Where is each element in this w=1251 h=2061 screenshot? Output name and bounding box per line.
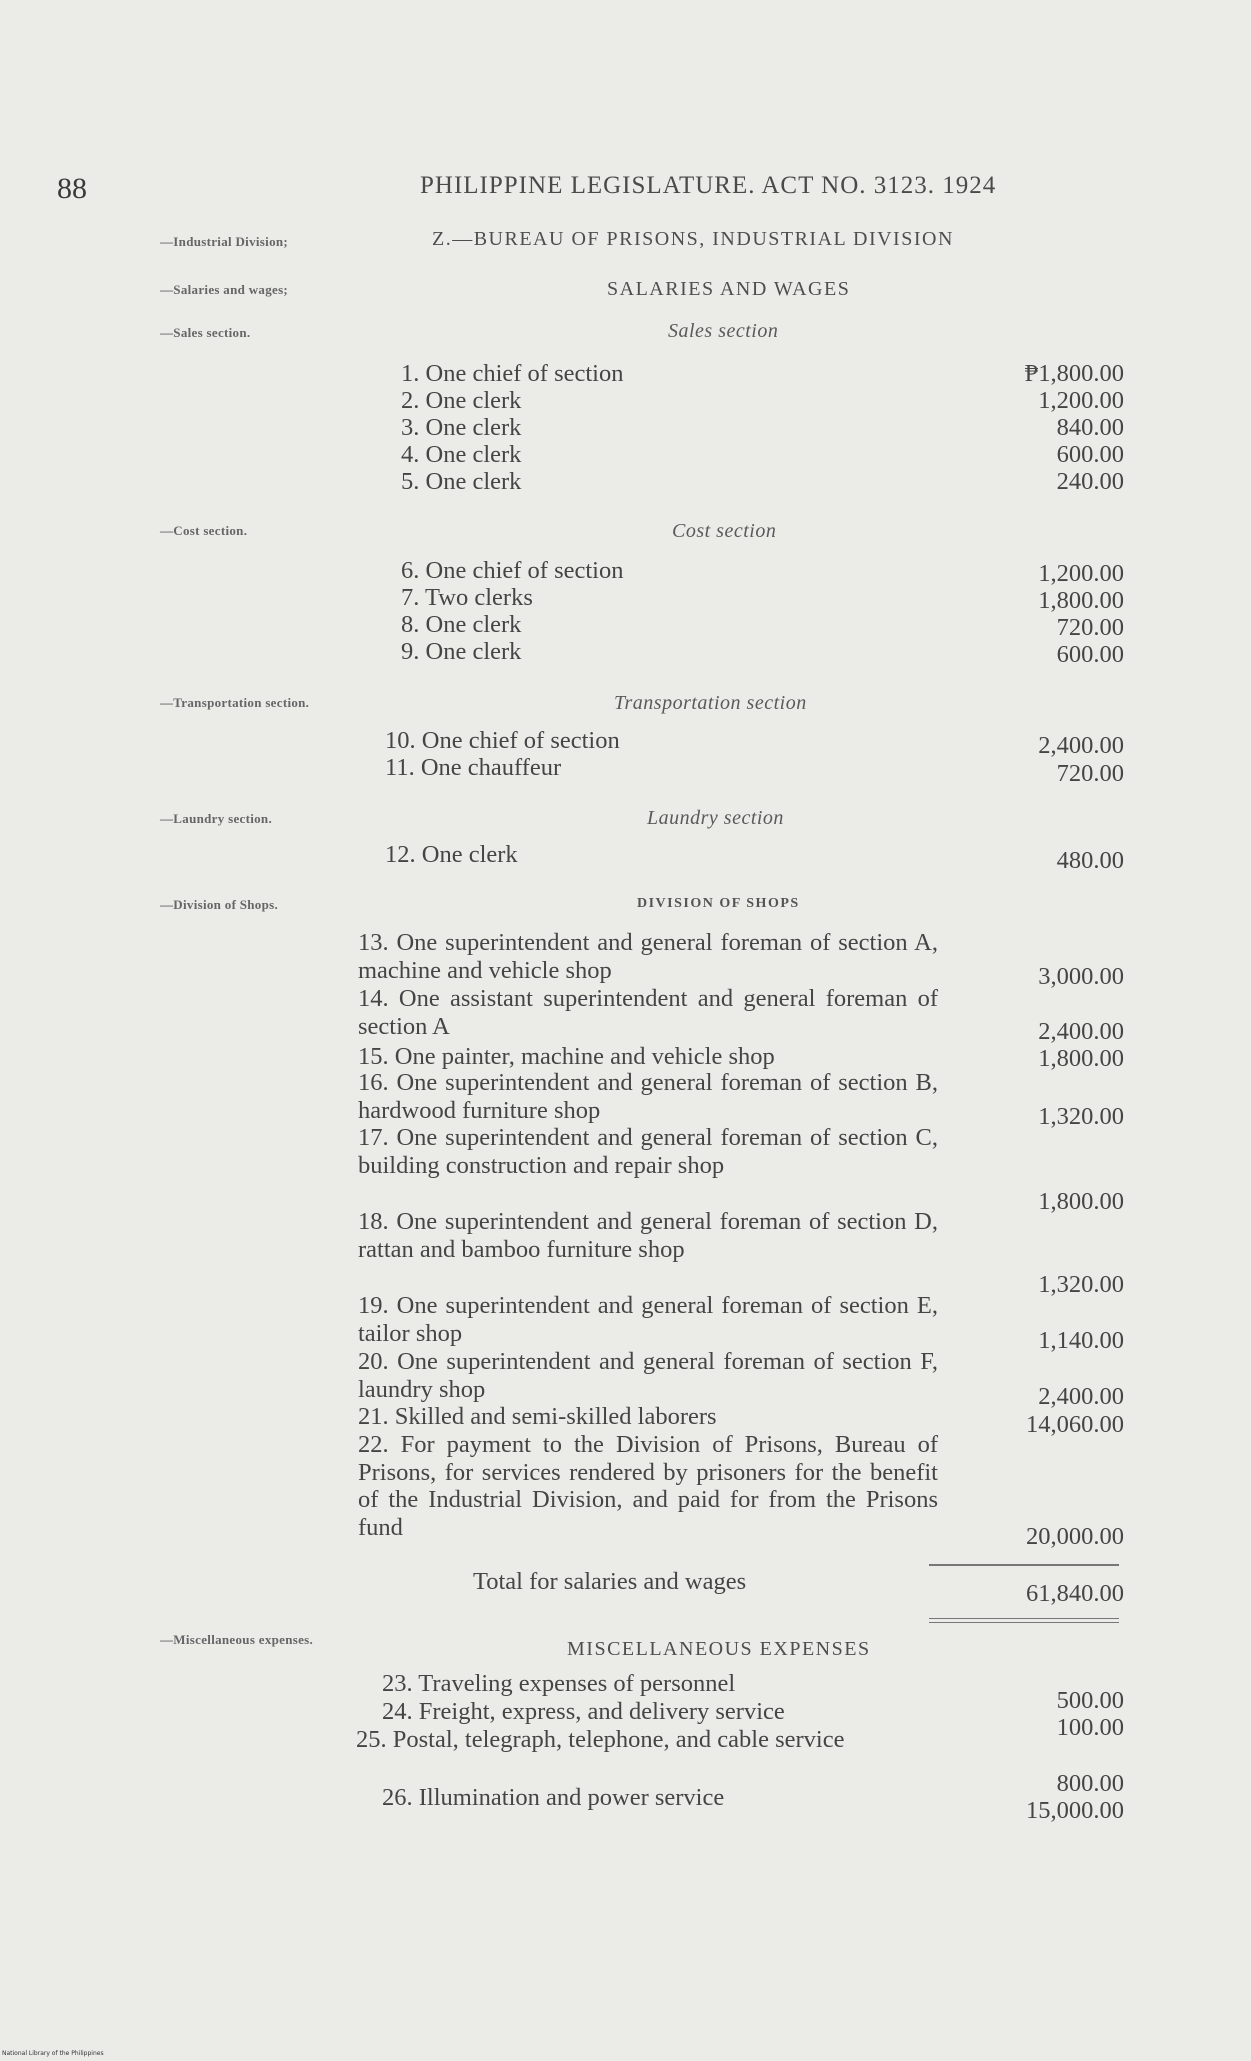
amount: 1,200.00 — [1038, 387, 1124, 414]
amount: 840.00 — [1056, 414, 1124, 441]
running-head: PHILIPPINE LEGISLATURE. ACT NO. 3123. 1924 — [420, 172, 997, 199]
margin-note-laundry: —Laundry section. — [160, 811, 273, 826]
list-item: 1. One chief of section — [401, 360, 624, 387]
amount: 20,000.00 — [1026, 1523, 1124, 1550]
total-rule — [929, 1564, 1119, 1566]
margin-note-salaries: —Salaries and wages; — [160, 282, 289, 297]
amount: 2,400.00 — [1038, 1383, 1124, 1410]
amount: 2,400.00 — [1038, 1018, 1124, 1045]
total-double-rule — [929, 1618, 1119, 1619]
list-item: 26. Illumination and power service — [382, 1784, 725, 1811]
heading-sales: Sales section — [668, 320, 779, 342]
list-item: 15. One painter, machine and vehicle shop — [358, 1043, 775, 1070]
amount: 1,800.00 — [1038, 1045, 1124, 1072]
total-double-rule — [929, 1622, 1119, 1623]
amount: 1,800.00 — [1038, 587, 1124, 614]
amount: ₱1,800.00 — [1024, 360, 1124, 387]
total-label: Total for salaries and wages — [473, 1568, 747, 1595]
list-item: 7. Two clerks — [401, 584, 533, 611]
list-item: 5. One clerk — [401, 468, 522, 495]
heading-laundry: Laundry section — [647, 807, 784, 829]
list-item: 11. One chauffeur — [385, 754, 562, 781]
list-item: 18. One superintendent and general foreman of section D, rattan and bamboo furniture shop — [358, 1208, 938, 1263]
amount: 1,140.00 — [1038, 1327, 1124, 1354]
total-amount: 61,840.00 — [1026, 1580, 1124, 1607]
list-item: 16. One superintendent and general foreman of section B, hardwood furniture shop — [358, 1069, 938, 1124]
margin-note-cost: —Cost section. — [160, 523, 248, 538]
margin-note-sales: —Sales section. — [160, 325, 251, 340]
amount: 800.00 — [1056, 1770, 1124, 1797]
amount: 3,000.00 — [1038, 963, 1124, 990]
heading-cost: Cost section — [672, 520, 777, 542]
heading-transportation: Transportation section — [614, 692, 807, 714]
list-item: 9. One clerk — [401, 638, 522, 665]
amount: 1,800.00 — [1038, 1188, 1124, 1215]
margin-note-industrial: —Industrial Division; — [160, 234, 289, 249]
list-item: 20. One superintendent and general foreman of section F, laundry shop — [358, 1348, 938, 1403]
list-item: 25. Postal, telegraph, telephone, and cable service — [356, 1726, 845, 1753]
list-item: 23. Traveling expenses of personnel — [382, 1670, 736, 1697]
list-item: 6. One chief of section — [401, 557, 624, 584]
heading-salaries: SALARIES AND WAGES — [607, 278, 851, 300]
amount: 720.00 — [1056, 614, 1124, 641]
footer-credit: National Library of the Philippines — [2, 2050, 104, 2057]
heading-shops: DIVISION OF SHOPS — [637, 896, 800, 911]
amount: 600.00 — [1056, 641, 1124, 668]
amount: 480.00 — [1056, 847, 1124, 874]
list-item: 13. One superintendent and general foreman of section A, machine and vehicle shop — [358, 929, 938, 984]
list-item: 21. Skilled and semi-skilled laborers — [358, 1403, 717, 1430]
amount: 15,000.00 — [1026, 1797, 1124, 1824]
amount: 240.00 — [1056, 468, 1124, 495]
list-item: 22. For payment to the Division of Prisons, Bureau of Prisons, for services rendered by prisoners for the benefit of the Industrial Division, and paid for from the Prisons fund — [358, 1431, 938, 1541]
list-item: 14. One assistant superintendent and general foreman of section A — [358, 985, 938, 1040]
heading-misc: MISCELLANEOUS EXPENSES — [567, 1638, 871, 1660]
margin-note-transportation: —Transportation section. — [160, 695, 310, 710]
amount: 720.00 — [1056, 760, 1124, 787]
list-item: 2. One clerk — [401, 387, 522, 414]
margin-note-misc: —Miscellaneous expenses. — [160, 1632, 314, 1647]
list-item: 8. One clerk — [401, 611, 522, 638]
list-item: 17. One superintendent and general foreman of section C, building construction and repair shop — [358, 1124, 938, 1179]
amount: 1,200.00 — [1038, 560, 1124, 587]
amount: 100.00 — [1056, 1714, 1124, 1741]
amount: 14,060.00 — [1026, 1411, 1124, 1438]
amount: 500.00 — [1056, 1687, 1124, 1714]
list-item: 4. One clerk — [401, 441, 522, 468]
page-number: 88 — [57, 172, 87, 205]
list-item: 19. One superintendent and general foreman of section E, tailor shop — [358, 1292, 938, 1347]
amount: 1,320.00 — [1038, 1271, 1124, 1298]
amount: 2,400.00 — [1038, 732, 1124, 759]
amount: 600.00 — [1056, 441, 1124, 468]
list-item: 24. Freight, express, and delivery service — [382, 1698, 785, 1725]
document-title: Z.—BUREAU OF PRISONS, INDUSTRIAL DIVISION — [432, 228, 954, 250]
list-item: 3. One clerk — [401, 414, 522, 441]
amount: 1,320.00 — [1038, 1103, 1124, 1130]
margin-note-shops: —Division of Shops. — [160, 897, 279, 912]
list-item: 10. One chief of section — [385, 727, 620, 754]
list-item: 12. One clerk — [385, 841, 518, 868]
